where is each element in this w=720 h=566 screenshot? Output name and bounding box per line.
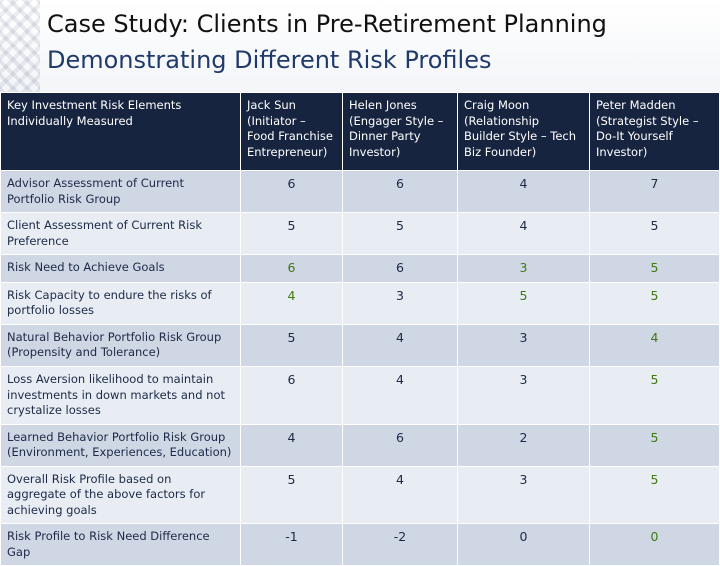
value-jack-sun: 5: [241, 324, 343, 366]
corner-header: Key Investment Risk Elements Individually Measured: [1, 93, 241, 171]
table-row-risk-need: [1, 255, 720, 283]
value-peter-madden: 5: [590, 255, 720, 283]
table-body: [1, 171, 720, 566]
value-jack-sun: 6: [241, 255, 343, 283]
value-peter-madden: 5: [590, 466, 720, 524]
value-helen-jones: 6: [343, 424, 458, 466]
risk-profile-table: [0, 92, 720, 566]
client-header-helen-jones: Helen Jones (Engager Style – Dinner Party Investor): [343, 93, 458, 171]
row-label: Natural Behavior Portfolio Risk Group (Propensity and Tolerance): [1, 324, 241, 366]
value-jack-sun: -1: [241, 524, 343, 566]
client-header-craig-moon: Craig Moon (Relationship Builder Style – Tech Biz Founder): [458, 93, 590, 171]
value-craig-moon: 3: [458, 466, 590, 524]
slide-subtitle: Demonstrating Different Risk Profiles: [47, 46, 492, 74]
value-helen-jones: 5: [343, 213, 458, 255]
value-craig-moon: 2: [458, 424, 590, 466]
row-label: Client Assessment of Current Risk Preference: [1, 213, 241, 255]
table-row-advisor-assessment: [1, 171, 720, 213]
value-craig-moon: 4: [458, 171, 590, 213]
row-label: Risk Need to Achieve Goals: [1, 255, 241, 283]
row-label: Learned Behavior Portfolio Risk Group (Environment, Experiences, Education): [1, 424, 241, 466]
client-header-jack-sun: Jack Sun (Initiator – Food Franchise Entrepreneur): [241, 93, 343, 171]
table-row-difference-gap: [1, 524, 720, 566]
value-helen-jones: 3: [343, 282, 458, 324]
value-peter-madden: 5: [590, 282, 720, 324]
value-helen-jones: 6: [343, 255, 458, 283]
value-helen-jones: 6: [343, 171, 458, 213]
slide-header: [0, 0, 720, 92]
value-helen-jones: 4: [343, 324, 458, 366]
value-craig-moon: 3: [458, 255, 590, 283]
value-jack-sun: 4: [241, 282, 343, 324]
header-row: [1, 93, 720, 171]
value-craig-moon: 0: [458, 524, 590, 566]
value-peter-madden: 0: [590, 524, 720, 566]
value-jack-sun: 6: [241, 367, 343, 425]
value-craig-moon: 5: [458, 282, 590, 324]
row-label: Advisor Assessment of Current Portfolio Risk Group: [1, 171, 241, 213]
value-jack-sun: 5: [241, 466, 343, 524]
client-header-peter-madden: Peter Madden (Strategist Style – Do-It Yourself Investor): [590, 93, 720, 171]
value-craig-moon: 4: [458, 213, 590, 255]
value-peter-madden: 7: [590, 171, 720, 213]
decorative-pattern: [0, 0, 40, 92]
table-row-loss-aversion: [1, 367, 720, 425]
value-helen-jones: 4: [343, 466, 458, 524]
value-peter-madden: 5: [590, 424, 720, 466]
value-craig-moon: 3: [458, 367, 590, 425]
table-row-client-assessment: [1, 213, 720, 255]
value-craig-moon: 3: [458, 324, 590, 366]
row-label: Overall Risk Profile based on aggregate of the above factors for achieving goals: [1, 466, 241, 524]
value-peter-madden: 4: [590, 324, 720, 366]
value-jack-sun: 5: [241, 213, 343, 255]
slide-title: Case Study: Clients in Pre-Retirement Planning: [47, 10, 607, 38]
value-peter-madden: 5: [590, 213, 720, 255]
value-peter-madden: 5: [590, 367, 720, 425]
row-label: Risk Profile to Risk Need Difference Gap: [1, 524, 241, 566]
value-jack-sun: 6: [241, 171, 343, 213]
row-label: Loss Aversion likelihood to maintain investments in down markets and not crystalize losses: [1, 367, 241, 425]
table-row-risk-capacity: [1, 282, 720, 324]
value-helen-jones: -2: [343, 524, 458, 566]
table-row-natural-behavior: [1, 324, 720, 366]
row-label: Risk Capacity to endure the risks of portfolio losses: [1, 282, 241, 324]
table-row-overall-risk-profile: [1, 466, 720, 524]
value-jack-sun: 4: [241, 424, 343, 466]
value-helen-jones: 4: [343, 367, 458, 425]
table-row-learned-behavior: [1, 424, 720, 466]
